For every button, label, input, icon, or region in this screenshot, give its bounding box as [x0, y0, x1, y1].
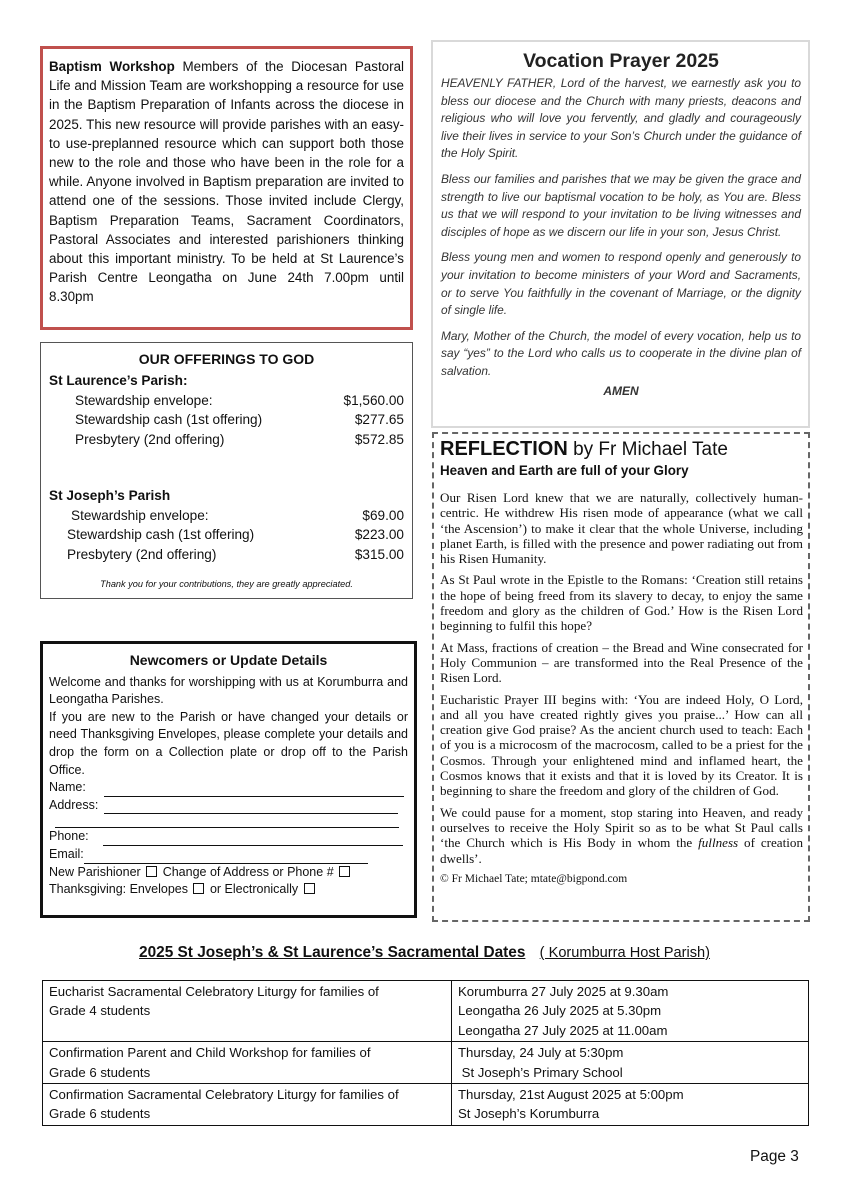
event-line: Grade 6 students	[49, 1106, 151, 1122]
address-field[interactable]	[49, 797, 408, 815]
date-cell	[452, 1042, 809, 1084]
reflection-box	[432, 432, 810, 922]
reflection-paragraph: Our Risen Lord knew that we are naturally, collectively human-centric. He withdrew His risen mode of appearance (what we call ‘the Ascension’) to make it clear that the whole Universe, including planet Earth, is filled with the presence and power radiating out from his Risen Humanity.	[440, 490, 803, 567]
date-line: Korumburra 27 July 2025 at 9.30am	[458, 984, 669, 999]
vocation-title: Vocation Prayer 2025	[523, 50, 719, 72]
vocation-amen: AMEN	[603, 383, 639, 398]
baptism-heading: Baptism Workshop	[49, 59, 175, 74]
offering-row	[49, 545, 404, 565]
offering-row	[49, 410, 404, 430]
address-line[interactable]	[104, 800, 398, 814]
offering-amount: $223.00	[354, 527, 404, 543]
date-line: Leongatha 26 July 2025 at 5.30pm	[458, 1003, 662, 1019]
vocation-paragraph: Mary, Mother of the Church, the model of every vocation, help us to say “yes” to the Lord who calls us to cooperate in the divine plan of salvation.	[441, 328, 801, 378]
page-number: Page 3	[750, 1148, 799, 1165]
change-address-label: Change of Address or Phone #	[162, 864, 334, 879]
vocation-paragraph: HEAVENLY FATHER, Lord of the harvest, we earnestly ask you to bless our diocese and the Church with many priests, deacons and religious who will love you fervently, and gladly and courageously live their lives in service to your Son’s Church under the guidance of the Holy Spirit.	[441, 76, 801, 161]
newcomers-instructions: If you are new to the Parish or have changed your details or need Thanksgiving Envelopes, please complete your details and drop the form on a Collection plate or drop off to the Parish Office.	[49, 709, 408, 777]
baptism-workshop-box	[40, 46, 413, 330]
electronically-label: or Electronically	[209, 882, 299, 897]
parish-name: St Joseph’s Parish	[49, 488, 171, 504]
event-line: Grade 4 students	[49, 1003, 151, 1019]
reflection-author: by Fr Michael Tate	[573, 439, 728, 460]
event-cell	[43, 1084, 452, 1126]
event-line: Confirmation Sacramental Celebratory Liturgy for families of	[49, 1087, 399, 1103]
reflection-heading	[440, 438, 803, 461]
offering-row	[49, 506, 404, 526]
vocation-prayer-box	[431, 40, 810, 428]
new-parishioner-label: New Parishioner	[49, 864, 141, 879]
sacramental-heading: 2025 St Joseph’s & St Laurence’s Sacramental Dates	[139, 944, 526, 961]
table-row	[43, 1084, 809, 1126]
offering-amount: $277.65	[354, 412, 404, 428]
offering-row	[49, 430, 404, 450]
address-line-2[interactable]	[55, 814, 399, 828]
newcomers-intro: Welcome and thanks for worshipping with us at Korumburra and Leongatha Parishes.	[49, 674, 408, 707]
newcomers-form	[40, 641, 417, 918]
offering-row	[49, 391, 404, 411]
date-cell	[452, 1084, 809, 1126]
newcomers-title: Newcomers or Update Details	[129, 652, 328, 668]
reflection-credit: © Fr Michael Tate; mtate@bigpond.com	[440, 872, 628, 885]
offering-label: Stewardship envelope:	[75, 392, 213, 408]
reflection-paragraph: As St Paul wrote in the Epistle to the Romans: ‘Creation still retains the hope of being freed from its slavery to decay, to enjoy the same freedom and glory as the children of God.’ How is the Risen Lord beginning to fulfil this hope?	[440, 572, 803, 634]
envelopes-checkbox[interactable]	[193, 883, 204, 894]
phone-label: Phone:	[49, 829, 89, 844]
event-line: Confirmation Parent and Child Workshop for families of	[49, 1045, 371, 1061]
email-field[interactable]	[49, 846, 408, 864]
name-field[interactable]	[49, 779, 408, 797]
change-address-checkbox[interactable]	[339, 866, 350, 877]
date-line: Thursday, 21st August 2025 at 5:00pm	[458, 1087, 684, 1103]
offering-amount: $69.00	[362, 507, 404, 523]
reflection-fullness: fullness	[698, 835, 739, 851]
table-row	[43, 1042, 809, 1084]
name-label: Name:	[49, 780, 86, 795]
date-cell	[452, 981, 809, 1042]
vocation-paragraph: Bless our families and parishes that we may be given the grace and strength to live our baptismal vocation to be holy, as You are. Bless us that we will respond to your invitation to be living witnesses and disciples of hope as we discern our life in your son, Jesus Christ.	[441, 171, 801, 239]
table-row	[43, 981, 809, 1042]
offerings-box	[40, 342, 413, 599]
offering-label: Presbytery (2nd offering)	[75, 431, 225, 447]
event-cell	[43, 1042, 452, 1084]
reflection-title: REFLECTION	[440, 438, 568, 460]
offerings-title: OUR OFFERINGS TO GOD	[138, 351, 315, 367]
electronically-checkbox[interactable]	[304, 883, 315, 894]
offering-row	[49, 525, 404, 545]
thanksgiving-options	[49, 881, 408, 899]
phone-field[interactable]	[49, 828, 408, 846]
offering-label: Stewardship cash (1st offering)	[75, 412, 263, 428]
email-line[interactable]	[84, 850, 368, 864]
offerings-thanks: Thank you for your contributions, they are greatly appreciated.	[100, 578, 353, 589]
sacramental-title	[0, 944, 849, 962]
new-parishioner-checkbox[interactable]	[146, 866, 157, 877]
date-line: Leongatha 27 July 2025 at 11.00am	[458, 1022, 668, 1038]
email-label: Email:	[49, 846, 84, 861]
offering-amount: $315.00	[354, 546, 404, 562]
offering-amount: $1,560.00	[343, 392, 404, 408]
reflection-paragraph: Eucharistic Prayer III begins with: ‘You are indeed Holy, O Lord, and all you have created rightly gives you praise...’ How can all creation give God praise? As the ancient church used to teach: Each of you is a microcosm of the macrocosm, called to be a priest for the Cosmos. Through your enlightened mind and inflamed heart, the Cosmos knows that it exists and that it is loved by its Creator. It is beginning to share the freedom and glory of the children of God.	[440, 691, 803, 799]
address-field-line-2[interactable]	[49, 814, 408, 828]
reflection-last-end: of creation dwells’.	[440, 835, 803, 866]
event-line: Eucharist Sacramental Celebratory Liturgy for families of	[49, 984, 379, 999]
sacramental-table	[42, 980, 809, 1126]
date-line: St Joseph’s Korumburra	[458, 1106, 600, 1122]
reflection-paragraph-last	[440, 805, 803, 866]
parishioner-options	[49, 864, 408, 882]
thanksgiving-envelopes-label: Thanksgiving: Envelopes	[49, 882, 188, 897]
reflection-paragraph: At Mass, fractions of creation – the Bread and Wine consecrated for Holy Communion – are transformed into the Real Presence of the Risen Lord.	[440, 639, 803, 686]
reflection-subtitle: Heaven and Earth are full of your Glory	[440, 463, 689, 478]
vocation-paragraph: Bless young men and women to respond openly and generously to your invitation to become ministers of your Word and Sacraments, or to serve You faithfully in the covenant of Marriage, or the dignity of single life.	[441, 250, 801, 318]
reflection-last-text: We could pause for a moment, stop staring into Heaven, and ready ourselves to receive the Holy Spirit so as to be what St Paul calls ‘the Church which is His Body in whom the	[440, 804, 803, 851]
address-label: Address:	[49, 797, 99, 812]
date-line: Thursday, 24 July at 5:30pm	[458, 1045, 624, 1061]
sacramental-host: ( Korumburra Host Parish)	[539, 945, 710, 961]
offering-label: Stewardship envelope:	[71, 507, 209, 523]
name-line[interactable]	[104, 783, 404, 797]
offering-amount: $572.85	[354, 431, 404, 447]
offering-label: Stewardship cash (1st offering)	[67, 527, 255, 543]
date-line: St Joseph’s Primary School	[458, 1064, 623, 1080]
baptism-text: Members of the Diocesan Pastoral Life and Mission Team are workshopping a resource for use in the Baptism Preparation of Infants across the diocese in 2025. This new resource will provide parishes with an easy-to use-preplanned resource which can support both those new to the role and those who have been in the role for a while. Anyone involved in Baptism preparation are invited to attend one of the sessions. Those invited include Clergy, Baptism Preparation Teams, Sacrament Coordinators, Pastoral Associates and interested parishioners thinking about this important ministry. To be held at St Laurence’s Parish Centre Leongatha on June 24th 7.00pm until 8.30pm	[49, 59, 404, 305]
parish-name: St Laurence’s Parish:	[49, 373, 188, 388]
phone-line[interactable]	[103, 832, 403, 846]
offering-label: Presbytery (2nd offering)	[67, 546, 217, 562]
event-cell	[43, 981, 452, 1042]
event-line: Grade 6 students	[49, 1064, 151, 1080]
